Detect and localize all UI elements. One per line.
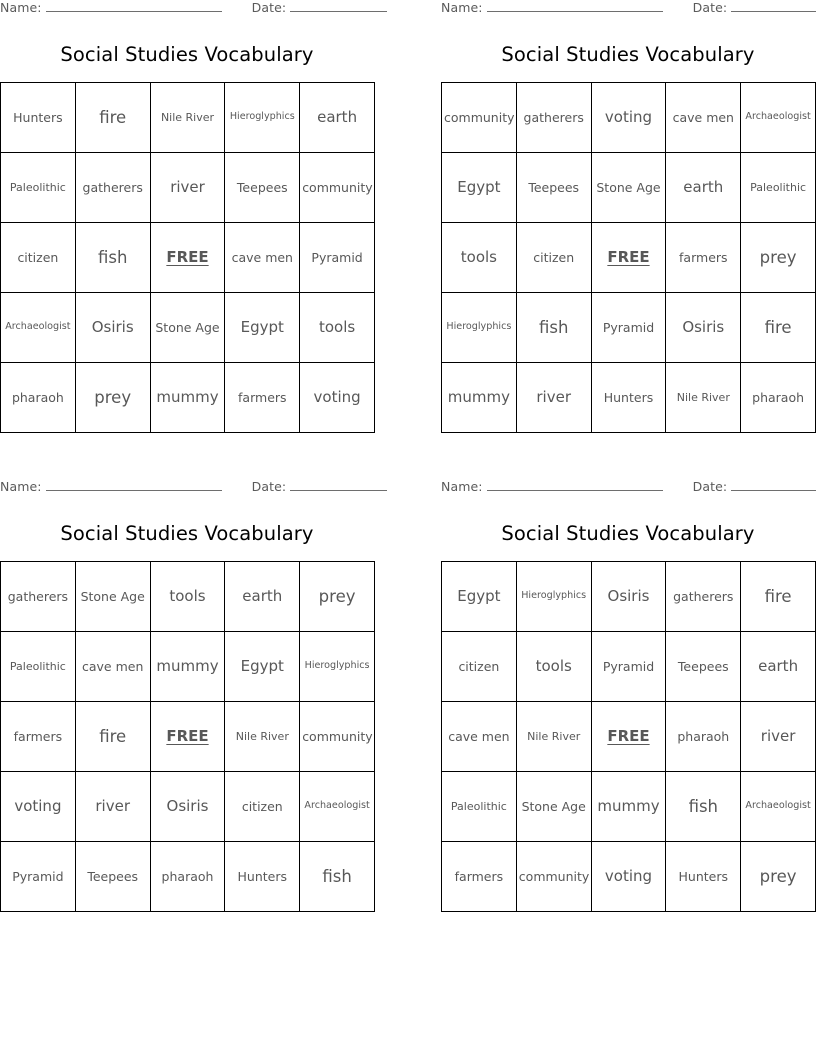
bingo-row	[442, 562, 816, 632]
bingo-cell[interactable]: river	[741, 702, 816, 772]
bingo-row	[442, 363, 816, 433]
bingo-cell[interactable]: Archaeologist	[741, 772, 816, 842]
bingo-cell[interactable]: Egypt	[442, 562, 517, 632]
bingo-row	[442, 223, 816, 293]
bingo-row	[442, 772, 816, 842]
bingo-cell[interactable]: pharaoh	[666, 702, 741, 772]
bingo-cell[interactable]: prey	[741, 842, 816, 912]
bingo-grid	[0, 561, 375, 912]
bingo-cell[interactable]: Stone Age	[516, 772, 591, 842]
date-label: Date:	[692, 479, 728, 494]
bingo-cell[interactable]: fire	[75, 702, 150, 772]
bingo-cell[interactable]: Hunters	[225, 842, 300, 912]
bingo-cell[interactable]: Hieroglyphics	[516, 562, 591, 632]
name-label: Name:	[0, 0, 42, 15]
date-field[interactable]	[693, 479, 816, 494]
bingo-grid-body	[442, 83, 816, 433]
bingo-cell[interactable]: farmers	[666, 223, 741, 293]
bingo-row	[1, 632, 375, 702]
bingo-cell[interactable]: voting	[1, 772, 76, 842]
bingo-cell[interactable]: voting	[591, 842, 666, 912]
name-label: Name:	[441, 479, 483, 494]
date-write-line[interactable]	[731, 1, 816, 12]
bingo-row	[1, 363, 375, 433]
bingo-cell[interactable]: mummy	[591, 772, 666, 842]
name-field[interactable]	[441, 0, 663, 15]
bingo-cell[interactable]: cave men	[75, 632, 150, 702]
bingo-cell[interactable]: Teepees	[225, 153, 300, 223]
bingo-cell[interactable]: earth	[225, 562, 300, 632]
student-meta-row	[441, 479, 815, 501]
bingo-cell[interactable]: fish	[300, 842, 375, 912]
date-label: Date:	[692, 0, 728, 15]
bingo-cell[interactable]: tools	[516, 632, 591, 702]
bingo-row	[442, 842, 816, 912]
bingo-cell[interactable]: Archaeologist	[741, 83, 816, 153]
bingo-cell[interactable]: community	[300, 702, 375, 772]
bingo-cell[interactable]: Teepees	[666, 632, 741, 702]
name-write-line[interactable]	[487, 480, 663, 491]
bingo-grid	[441, 82, 816, 433]
bingo-cell[interactable]: mummy	[150, 632, 225, 702]
bingo-cell[interactable]: Osiris	[591, 562, 666, 632]
bingo-cell[interactable]: prey	[75, 363, 150, 433]
bingo-cell[interactable]: river	[516, 363, 591, 433]
bingo-cell[interactable]: Egypt	[442, 153, 517, 223]
bingo-cell[interactable]: pharaoh	[1, 363, 76, 433]
bingo-row	[1, 562, 375, 632]
name-write-line[interactable]	[487, 1, 663, 12]
bingo-cell[interactable]: gatherers	[666, 562, 741, 632]
student-meta-row	[0, 0, 374, 22]
bingo-cell[interactable]: Osiris	[666, 293, 741, 363]
bingo-cell[interactable]: Nile River	[666, 363, 741, 433]
page-title: Social Studies Vocabulary	[60, 43, 314, 66]
bingo-cell[interactable]: fish	[516, 293, 591, 363]
bingo-cell[interactable]: cave men	[225, 223, 300, 293]
bingo-grid	[441, 561, 816, 912]
bingo-cell[interactable]: Pyramid	[300, 223, 375, 293]
date-write-line[interactable]	[290, 1, 387, 12]
bingo-cell[interactable]: Hieroglyphics	[300, 632, 375, 702]
bingo-cell[interactable]: Stone Age	[75, 562, 150, 632]
bingo-cell[interactable]: Paleolithic	[442, 772, 517, 842]
bingo-cell[interactable]: gatherers	[75, 153, 150, 223]
date-label: Date:	[251, 0, 287, 15]
bingo-cell[interactable]: prey	[741, 223, 816, 293]
bingo-cell[interactable]: Stone Age	[150, 293, 225, 363]
page-title: Social Studies Vocabulary	[501, 522, 755, 545]
bingo-row	[1, 842, 375, 912]
student-meta-row	[441, 0, 815, 22]
bingo-cell[interactable]: Nile River	[516, 702, 591, 772]
bingo-row	[442, 702, 816, 772]
bingo-free-cell[interactable]: FREE	[150, 223, 225, 293]
bingo-cell[interactable]: community	[516, 842, 591, 912]
bingo-free-cell[interactable]: FREE	[591, 702, 666, 772]
bingo-cell[interactable]: Hieroglyphics	[225, 83, 300, 153]
bingo-cell[interactable]: Nile River	[150, 83, 225, 153]
bingo-cell[interactable]: tools	[442, 223, 517, 293]
bingo-cell[interactable]: Hunters	[666, 842, 741, 912]
bingo-cell[interactable]: tools	[150, 562, 225, 632]
bingo-cell[interactable]: gatherers	[516, 83, 591, 153]
name-label: Name:	[441, 0, 483, 15]
bingo-cell[interactable]: Paleolithic	[1, 632, 76, 702]
bingo-grid	[0, 82, 375, 433]
bingo-cell[interactable]: fish	[75, 223, 150, 293]
bingo-cell[interactable]: Hunters	[1, 83, 76, 153]
bingo-cell[interactable]: gatherers	[1, 562, 76, 632]
bingo-free-cell[interactable]: FREE	[591, 223, 666, 293]
page-title: Social Studies Vocabulary	[501, 43, 755, 66]
bingo-cell[interactable]: farmers	[442, 842, 517, 912]
bingo-row	[1, 293, 375, 363]
name-field[interactable]	[0, 479, 222, 494]
bingo-cell[interactable]: Archaeologist	[1, 293, 76, 363]
bingo-card-top-right	[441, 0, 815, 433]
bingo-cell[interactable]: mummy	[442, 363, 517, 433]
bingo-cell[interactable]: citizen	[1, 223, 76, 293]
date-field[interactable]	[252, 0, 388, 15]
bingo-cell[interactable]: voting	[300, 363, 375, 433]
bingo-card-top-left	[0, 0, 374, 433]
bingo-cell[interactable]: Hieroglyphics	[442, 293, 517, 363]
bingo-grid-body	[1, 562, 375, 912]
bingo-row	[1, 702, 375, 772]
bingo-cell[interactable]: pharaoh	[150, 842, 225, 912]
date-write-line[interactable]	[731, 480, 816, 491]
name-write-line[interactable]	[46, 480, 222, 491]
bingo-cell[interactable]: Archaeologist	[300, 772, 375, 842]
bingo-cell[interactable]: earth	[300, 83, 375, 153]
bingo-cell[interactable]: earth	[741, 632, 816, 702]
bingo-cell[interactable]: Pyramid	[591, 293, 666, 363]
bingo-row	[1, 772, 375, 842]
bingo-cell[interactable]: Paleolithic	[1, 153, 76, 223]
bingo-cell[interactable]: Paleolithic	[741, 153, 816, 223]
name-label: Name:	[0, 479, 42, 494]
bingo-cell[interactable]: voting	[591, 83, 666, 153]
bingo-row	[442, 153, 816, 223]
bingo-row	[442, 293, 816, 363]
bingo-cell[interactable]: Pyramid	[1, 842, 76, 912]
bingo-cell[interactable]: river	[75, 772, 150, 842]
bingo-cell[interactable]: Osiris	[75, 293, 150, 363]
date-write-line[interactable]	[290, 480, 387, 491]
bingo-row	[442, 83, 816, 153]
bingo-cell[interactable]: Egypt	[225, 632, 300, 702]
date-label: Date:	[251, 479, 287, 494]
bingo-row	[1, 223, 375, 293]
bingo-grid-body	[442, 562, 816, 912]
name-write-line[interactable]	[46, 1, 222, 12]
bingo-cell[interactable]: Pyramid	[591, 632, 666, 702]
bingo-cell[interactable]: tools	[300, 293, 375, 363]
bingo-cell[interactable]: Stone Age	[591, 153, 666, 223]
bingo-cell[interactable]: community	[300, 153, 375, 223]
date-field[interactable]	[693, 0, 816, 15]
bingo-grid-body	[1, 83, 375, 433]
bingo-cell[interactable]: earth	[666, 153, 741, 223]
name-field[interactable]	[441, 479, 663, 494]
bingo-cell[interactable]: Nile River	[225, 702, 300, 772]
bingo-free-cell[interactable]: FREE	[150, 702, 225, 772]
bingo-cell[interactable]: pharaoh	[741, 363, 816, 433]
bingo-cell[interactable]: Hunters	[591, 363, 666, 433]
bingo-cell[interactable]: mummy	[150, 363, 225, 433]
bingo-cell[interactable]: fire	[741, 293, 816, 363]
bingo-cell[interactable]: fish	[666, 772, 741, 842]
bingo-cell[interactable]: Egypt	[225, 293, 300, 363]
bingo-cell[interactable]: farmers	[1, 702, 76, 772]
bingo-cell[interactable]: prey	[300, 562, 375, 632]
bingo-cell[interactable]: Osiris	[150, 772, 225, 842]
name-field[interactable]	[0, 0, 222, 15]
bingo-cell[interactable]: fire	[741, 562, 816, 632]
bingo-row	[442, 632, 816, 702]
bingo-cell[interactable]: cave men	[442, 702, 517, 772]
date-field[interactable]	[252, 479, 388, 494]
bingo-cell[interactable]: citizen	[225, 772, 300, 842]
bingo-card-bottom-left	[0, 479, 374, 912]
bingo-cell[interactable]: river	[150, 153, 225, 223]
bingo-row	[1, 153, 375, 223]
bingo-row	[1, 83, 375, 153]
student-meta-row	[0, 479, 374, 501]
bingo-cell[interactable]: citizen	[442, 632, 517, 702]
bingo-cell[interactable]: citizen	[516, 223, 591, 293]
bingo-card-bottom-right	[441, 479, 815, 912]
bingo-cell[interactable]: community	[442, 83, 517, 153]
page-title: Social Studies Vocabulary	[60, 522, 314, 545]
bingo-cell[interactable]: Teepees	[75, 842, 150, 912]
bingo-cell[interactable]: cave men	[666, 83, 741, 153]
bingo-cell[interactable]: fire	[75, 83, 150, 153]
bingo-cell[interactable]: Teepees	[516, 153, 591, 223]
bingo-cell[interactable]: farmers	[225, 363, 300, 433]
